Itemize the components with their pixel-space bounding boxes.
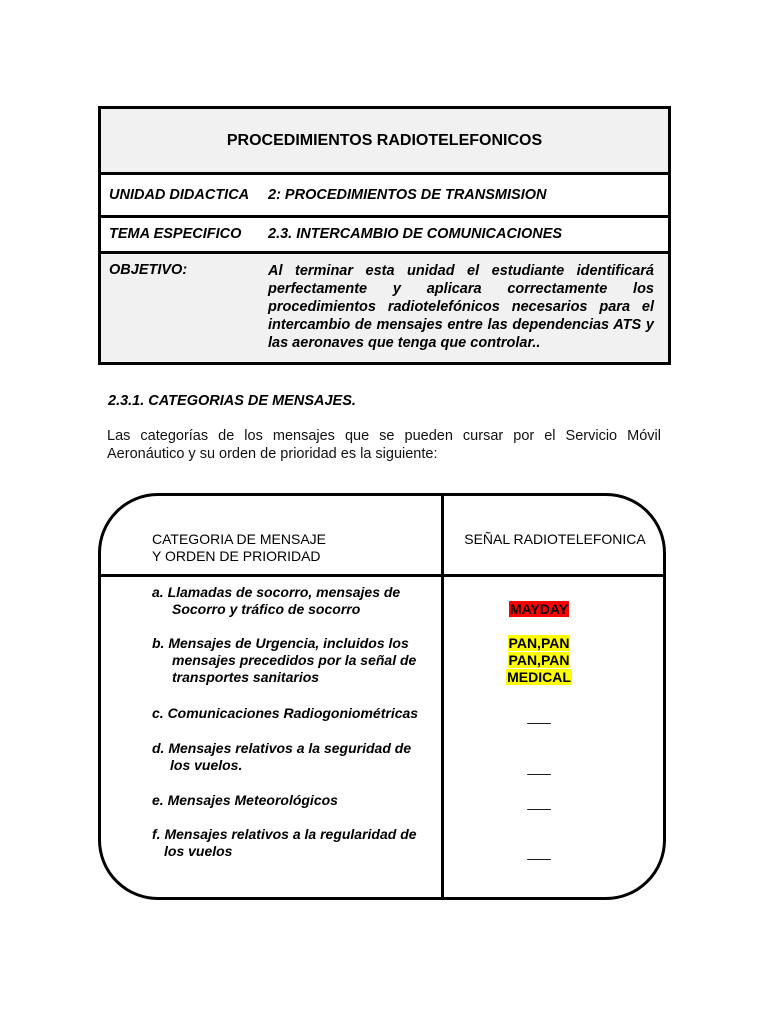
category-item-a: a. Llamadas de socorro, mensajes de Socorro y tráfico de socorro [152, 584, 401, 617]
intro-paragraph: Las categorías de los mensajes que se pueden cursar por el Servicio Móvil Aeronáutico y su orden de prioridad es la siguiente: [107, 428, 661, 462]
row-label: OBJETIVO: [109, 262, 188, 278]
signal-pan-pan-medical: PAN,PAN PAN,PAN MEDICAL [507, 635, 571, 685]
category-item-f: f. Mensajes relativos a la regularidad de los vuelos [152, 826, 417, 859]
signal-none: ___ [527, 708, 551, 724]
signal-mayday: MAYDAY [509, 601, 569, 617]
row-value: Al terminar esta unidad el estudiante identificará perfectamente y aplicara correctamente los procedimientos radiotelefónicos necesarios para el intercambio de mensajes entre las dependencias ATS y las aeronaves que tenga que controlar.. [268, 263, 654, 351]
category-item-b: b. Mensajes de Urgencia, incluidos los mensajes precedidos por la señal de transportes sanitarios [152, 635, 417, 685]
signal-none: ___ [527, 794, 551, 810]
column-divider [441, 494, 444, 899]
column-header-category: CATEGORIA DE MENSAJE Y ORDEN DE PRIORIDAD [152, 531, 326, 564]
row-objetivo [101, 254, 668, 362]
signal-none: ___ [527, 844, 551, 860]
section-title: 2.3.1. CATEGORIAS DE MENSAJES. [108, 393, 356, 409]
signal-none: ___ [527, 759, 551, 775]
category-item-d: d. Mensajes relativos a la seguridad de los vuelos. [152, 740, 412, 773]
header-divider [99, 574, 666, 577]
row-value: 2.3. INTERCAMBIO DE COMUNICACIONES [268, 226, 563, 242]
row-tema-especifico [101, 218, 668, 254]
document-title: PROCEDIMIENTOS RADIOTELEFONICOS [101, 109, 668, 175]
header-table [98, 106, 671, 365]
row-label: TEMA ESPECIFICO [109, 226, 242, 242]
row-value: 2: PROCEDIMIENTOS DE TRANSMISION [268, 187, 547, 203]
row-unidad-didactica [101, 175, 668, 218]
row-label: UNIDAD DIDACTICA [109, 187, 250, 203]
category-item-e: e. Mensajes Meteorológicos [152, 792, 338, 808]
category-item-c: c. Comunicaciones Radiogoniométricas [152, 705, 419, 721]
column-header-signal: SEÑAL RADIOTELEFONICA [464, 531, 646, 547]
